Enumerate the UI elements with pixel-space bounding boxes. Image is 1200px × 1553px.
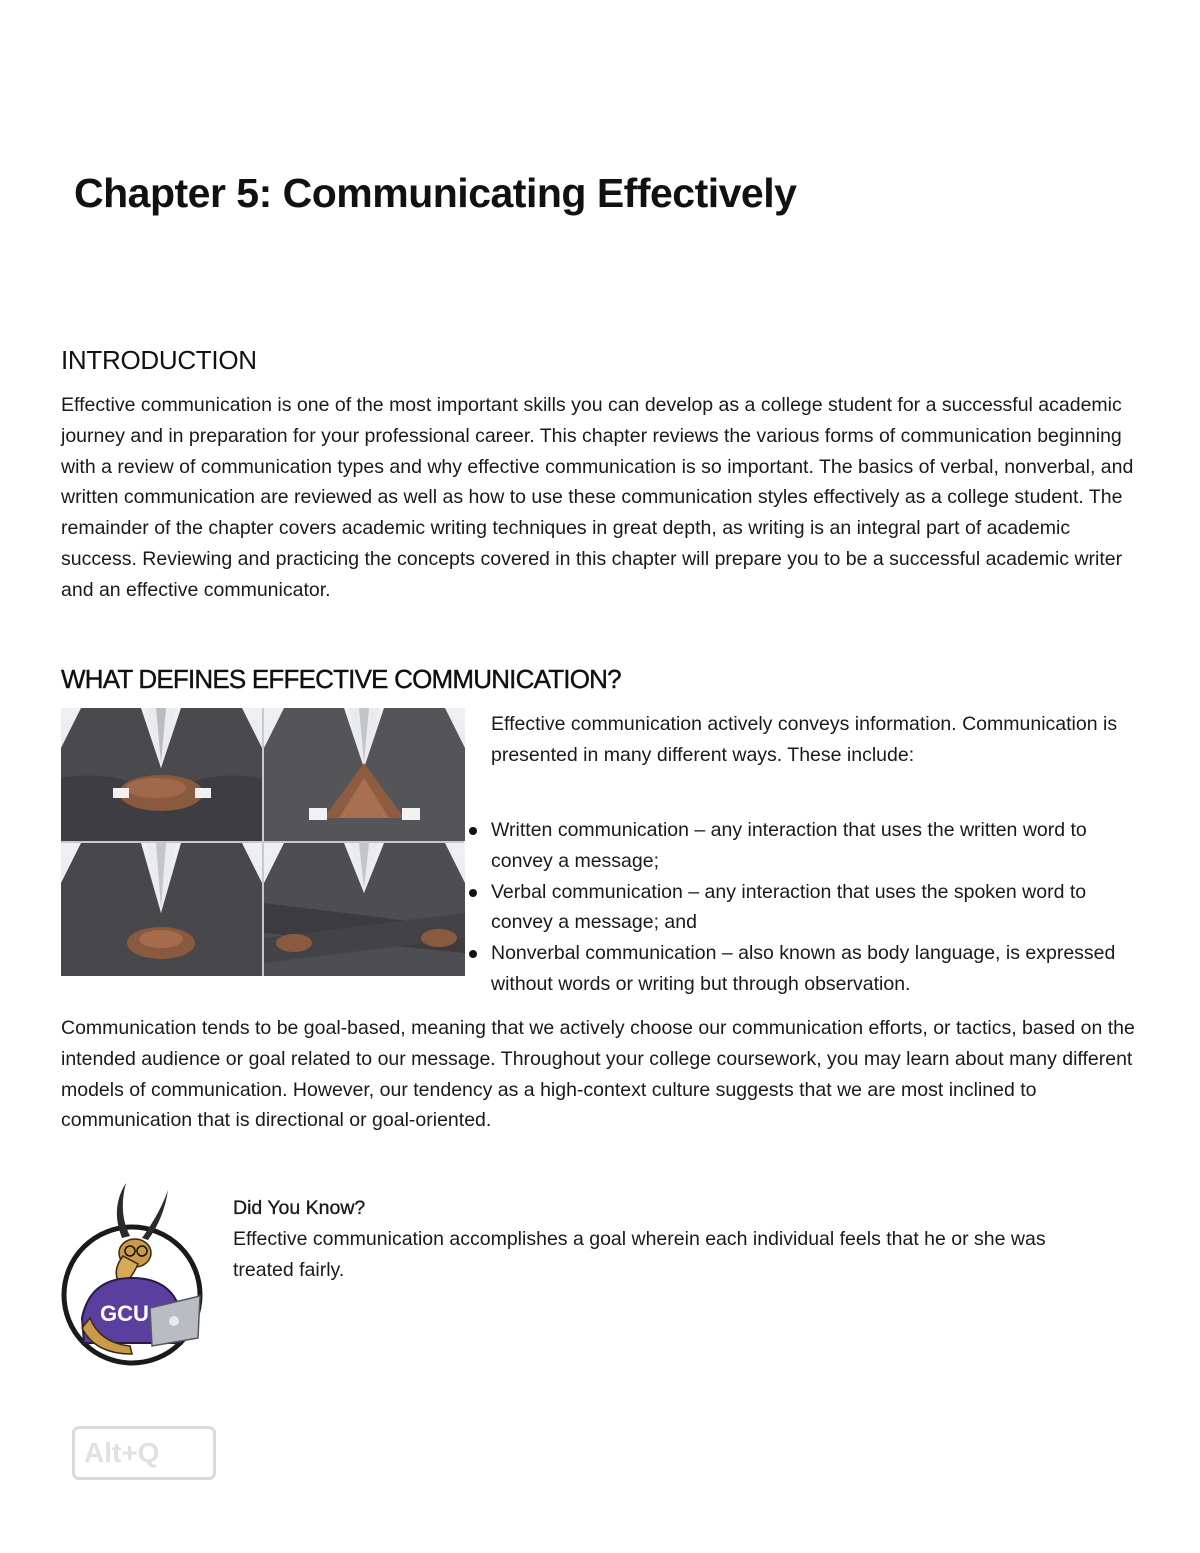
- list-item-written: Written communication – any interaction that uses the written word to convey a message;: [491, 815, 1131, 877]
- introduction-paragraph: Effective communication is one of the most important skills you can develop as a college student for a successful academic journey and in preparation for your professional career. This chapter reviews the various forms of communication beginning with a review of communication types and why effective communication is so important. The basics of verbal, nonverbal, and written communication are reviewed as well as how to use these communication styles effectively as a college student. The remainder of the chapter covers academic writing techniques in great depth, as writing is an integral part of academic success. Reviewing and practicing the concepts covered in this chapter will prepare you to be a successful academic writer and an effective communicator.: [61, 394, 1134, 601]
- did-you-know-callout: [233, 1193, 1103, 1285]
- photo-hands-low-clasp: [61, 843, 262, 976]
- photo-hands-steepled: [264, 708, 465, 841]
- photo-hands-clasped: [61, 708, 262, 841]
- list-item-nonverbal: Nonverbal communication – also known as body language, is expressed without words or writing but through observation.: [491, 938, 1131, 1000]
- goal-based-paragraph: Communication tends to be goal-based, meaning that we actively choose our communication efforts, or tactics, based on the intended audience or goal related to our message. Throughout your college coursework, you may learn about many different models of communication. However, our tendency as a high-context culture suggests that we are most inclined to communication that is directional or goal-oriented.: [61, 1017, 1135, 1132]
- introduction-heading: INTRODUCTION: [61, 345, 257, 375]
- keyboard-shortcut-badge[interactable]: [72, 1426, 216, 1480]
- communication-types-list: [491, 815, 1131, 1000]
- communication-types-intro: Effective communication actively conveys information. Communication is presented in many different ways. These include:: [491, 713, 1118, 766]
- photo-arms-crossed: [264, 843, 465, 976]
- antelope-mascot-icon: [60, 1178, 210, 1368]
- list-item-verbal: Verbal communication – any interaction that uses the spoken word to convey a message; and: [491, 877, 1131, 939]
- mascot-shirt-text: GCU: [100, 1301, 149, 1326]
- chapter-title: Chapter 5: Communicating Effectively: [74, 170, 797, 216]
- shortcut-label: Alt+Q: [84, 1437, 160, 1468]
- suit-hands-low-image: [61, 843, 262, 976]
- effective-communication-heading: WHAT DEFINES EFFECTIVE COMMUNICATION?: [61, 664, 621, 694]
- did-you-know-title: Did You Know?: [233, 1197, 366, 1219]
- body-language-photo-grid: [61, 708, 464, 976]
- suit-hands-steepled-image: [264, 708, 465, 841]
- suit-hands-clasped-image: [61, 708, 262, 841]
- did-you-know-text: Effective communication accomplishes a goal wherein each individual feels that he or she was treated fairly.: [233, 1227, 1046, 1281]
- suit-arms-crossed-image: [264, 843, 465, 976]
